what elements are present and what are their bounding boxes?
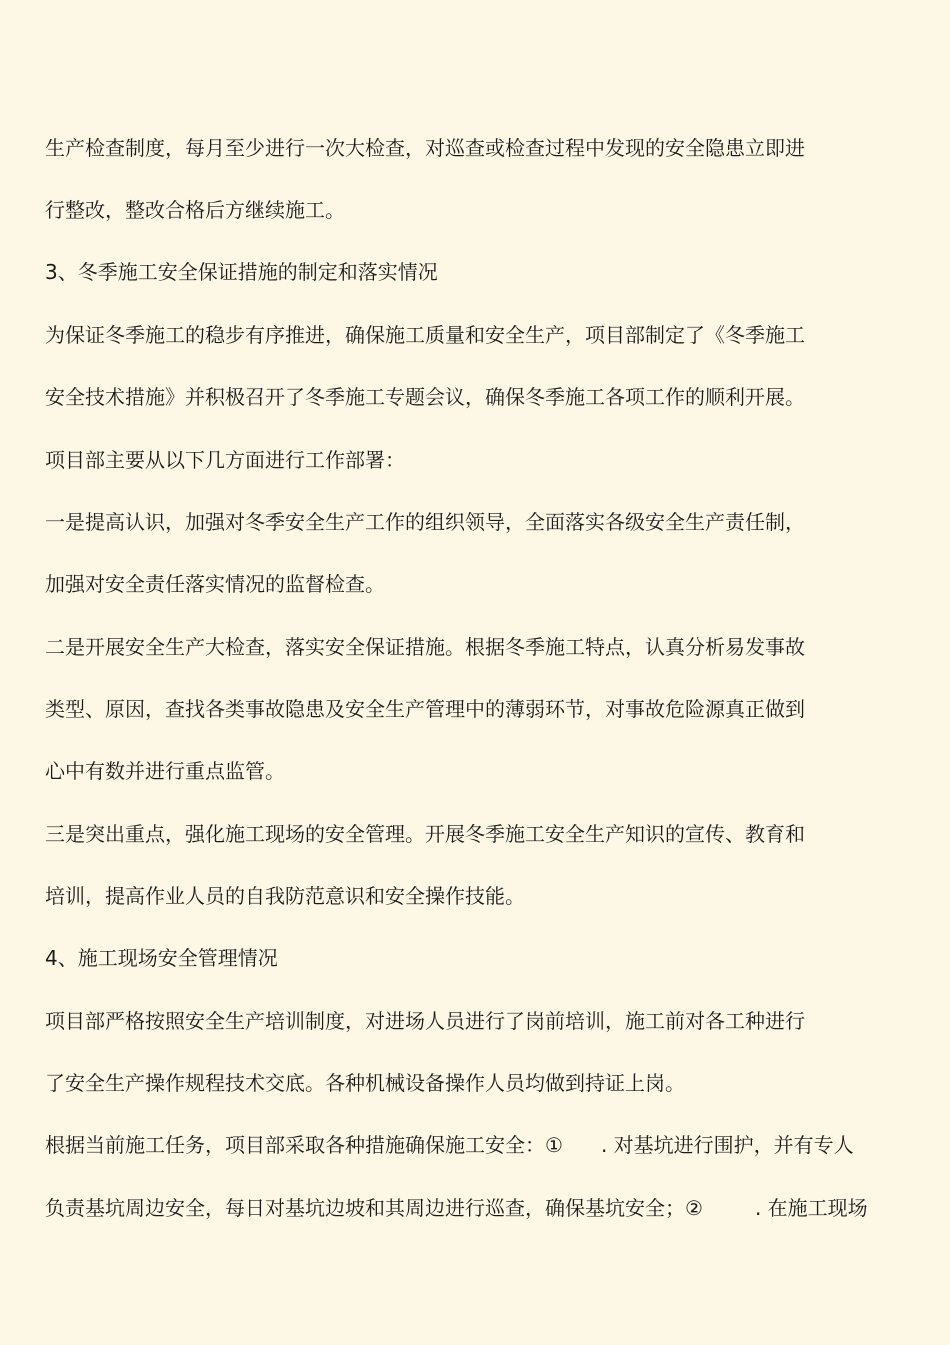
paragraph-line: 一是提高认识，加强对冬季安全生产工作的组织领导，全面落实各级安全生产责任制，	[45, 510, 805, 534]
line-part: 负责基坑周边安全，每日对基坑边坡和其周边进行巡查，确保基坑安全；②	[45, 1196, 703, 1220]
paragraph-line: 心中有数并进行重点监管。	[45, 759, 285, 783]
paragraph-line: 生产检查制度，每月至少进行一次大检查，对巡查或检查过程中发现的安全隐患立即进	[45, 136, 805, 160]
section-heading: 3、冬季施工安全保证措施的制定和落实情况	[45, 260, 438, 284]
paragraph-line: 了安全生产操作规程技术交底。各种机械设备操作人员均做到持证上岗。	[45, 1071, 685, 1095]
paragraph-line: 项目部严格按照安全生产培训制度，对进场人员进行了岗前培训，施工前对各工种进行	[45, 1009, 805, 1033]
paragraph-line: 二是开展安全生产大检查，落实安全保证措施。根据冬季施工特点，认真分析易发事故	[45, 635, 805, 659]
section-heading: 4、施工现场安全管理情况	[45, 946, 278, 970]
line-part: . 对基坑进行围护，并有专人	[600, 1133, 854, 1157]
paragraph-line	[45, 1195, 868, 1221]
paragraph-line: 行整改，整改合格后方继续施工。	[45, 198, 345, 222]
paragraph-line: 安全技术措施》并积极召开了冬季施工专题会议，确保冬季施工各项工作的顺利开展。	[45, 385, 805, 409]
paragraph-line: 三是突出重点，强化施工现场的安全管理。开展冬季施工安全生产知识的宣传、教育和	[45, 822, 805, 846]
line-part: 根据当前施工任务，项目部采取各种措施确保施工安全：①	[45, 1133, 563, 1157]
paragraph-line: 项目部主要从以下几方面进行工作部署：	[45, 448, 405, 472]
paragraph-line: 培训，提高作业人员的自我防范意识和安全操作技能。	[45, 884, 525, 908]
paragraph-line	[45, 1132, 854, 1158]
paragraph-line: 加强对安全责任落实情况的监督检查。	[45, 572, 385, 596]
paragraph-line: 类型、原因，查找各类事故隐患及安全生产管理中的薄弱环节，对事故危险源真正做到	[45, 697, 805, 721]
paragraph-line: 为保证冬季施工的稳步有序推进，确保施工质量和安全生产，项目部制定了《冬季施工	[45, 323, 805, 347]
line-part: . 在施工现场	[754, 1196, 868, 1220]
